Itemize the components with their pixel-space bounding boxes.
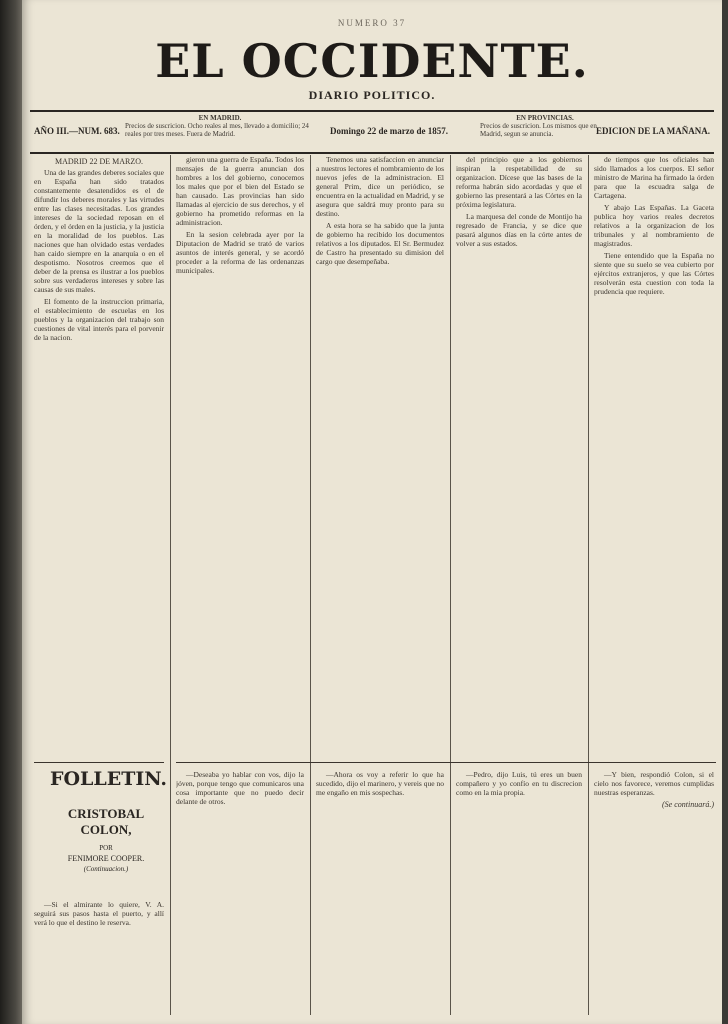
madrid-subscription xyxy=(125,114,315,138)
issue-date: Domingo 22 de marzo de 1857. xyxy=(330,126,448,136)
provinces-heading: EN PROVINCIAS. xyxy=(516,114,574,122)
issue-number: AÑO III.—NUM. 683. xyxy=(34,126,120,136)
column-rule xyxy=(588,155,589,1015)
folletin-section xyxy=(50,768,168,873)
article-paragraph: gieron una guerra de España. Todos los mensajes de la guerra anuncian dos hombres a los del gobierno, conocemos los males que por el bien del Estado se han causado. Las provincias han sido llamadas al ejercicio de sus derechos, y el gobierno ha prometido reformas en la administracion. xyxy=(176,155,304,227)
section-heading: MADRID 22 DE MARZO. xyxy=(55,157,143,166)
feuilleton-col-3 xyxy=(316,770,444,1015)
column-4 xyxy=(456,155,582,755)
feuilleton-rule xyxy=(176,762,716,763)
continued-note: (Se continuará.) xyxy=(662,800,714,809)
feuilleton-col-5 xyxy=(594,770,714,1015)
feuilleton-paragraph: —Deseaba yo hablar con vos, dijo la jóven, porque tengo que comunicaros una cosa importante que no puedo decir delante de otros. xyxy=(176,770,304,806)
article-paragraph: del principio que a los gobiernos inspiran la respetabilidad de su organizacion. Dícese que las bases de la reforma habrán sido acordadas y que el gobierno las presentará a las Córtes en la próxima legislatura. xyxy=(456,155,582,209)
article-paragraph: A esta hora se ha sabido que la junta de gobierno ha recibido los documentos relativos a los diputados. El Sr. Bermudez de Castro ha presentado su dimision del cargo que desempeñaba. xyxy=(316,221,444,266)
article-paragraph: Una de las grandes deberes sociales que en España han sido tratados constantemente desatendidos es el de difundir los deberes morales y las virtudes entre las clases necesitadas. Los grandes intereses de la sociedad reposan en el órden, y el órden en la justicia, y la justicia en la moralidad de los pueblos. Las naciones que han olvidado estas verdades han caido siempre en la anarquía o en el despotismo. Nosotros creemos que el deber de la prensa es ilustrar a los pueblos sobre sus verdaderos intereses y sobre las causas de sus males. xyxy=(34,168,164,294)
article-paragraph: Tiene entendido que la España no siente que su suelo se vea cubierto por ejércitos extranjeros, y que las Córtes resolverán esta cuestion con toda la prudencia que requiere. xyxy=(594,251,714,296)
feuilleton-paragraph: —Y bien, respondió Colon, si el cielo nos favorece, veremos cumplidas nuestras esperanzas. xyxy=(594,770,714,797)
column-2 xyxy=(176,155,304,755)
madrid-heading: EN MADRID. xyxy=(198,114,242,122)
article-paragraph: de tiempos que los oficiales han sido llamados a los cuerpos. El señor ministro de Marina ha firmado la órden para que la escuadra salga de Cartagena. xyxy=(594,155,714,200)
column-rule xyxy=(450,155,451,1015)
madrid-text: Precios de suscricion. Ocho reales al mes, llevado a domicilio; 24 reales por tres meses. Fuera de Madrid. xyxy=(125,122,309,138)
column-3 xyxy=(316,155,444,755)
feuilleton-paragraph: —Pedro, dijo Luis, tú eres un buen compañero y yo confío en tu discrecion como en la mia propia. xyxy=(456,770,582,797)
column-5 xyxy=(594,155,714,755)
folletin-text xyxy=(34,900,164,1015)
article-paragraph: Y abajo Las Españas. La Gaceta publica hoy varios reales decretos relativos a la organizacion de los tribunales y al nombramiento de magistrados. xyxy=(594,203,714,248)
article-paragraph: La marquesa del conde de Montijo ha regresado de Francia, y se dice que pasará algunos días en la córte antes de volver a sus estados. xyxy=(456,212,582,248)
edition-label: EDICION DE LA MAÑANA. xyxy=(595,126,710,136)
masthead-title: EL OCCIDENTE. xyxy=(155,34,589,88)
article-paragraph: El fomento de la instruccion primaria, el establecimiento de escuelas en los pueblos y la organizacion del trabajo son cuestiones de vital interés para el porvenir de la nacion. xyxy=(34,297,164,342)
folletin-heading: FOLLETIN. xyxy=(50,768,168,790)
folletin-by: POR xyxy=(99,844,113,852)
article-paragraph: En la sesion celebrada ayer por la Diputacion de Madrid se trató de varios asuntos de interés general, y se acordó proceder a la reforma de las ordenanzas municipales. xyxy=(176,230,304,275)
column-rule xyxy=(310,155,311,1015)
column-1 xyxy=(34,155,164,755)
feuilleton-paragraph: —Ahora os voy a referir lo que ha sucedido, dijo el marinero, y vereis que no me engaño en mis sospechas. xyxy=(316,770,444,797)
page-binding xyxy=(0,0,22,1024)
feuilleton-col-2 xyxy=(176,770,304,1015)
provinces-text: Precios de suscricion. Los mismos que en Madrid, segun se anuncia. xyxy=(480,122,597,138)
article-paragraph: Tenemos una satisfaccion en anunciar a nuestros lectores el nombramiento de los nuevos jefes de la administracion. El general Prim, dice un periódico, se encuentra en la actualidad en Madrid, y se asegura que saldrá muy pronto para su destino. xyxy=(316,155,444,218)
folletin-author: FENIMORE COOPER. xyxy=(67,854,145,863)
newspaper-page xyxy=(22,0,722,1024)
masthead-subtitle: DIARIO POLITICO. xyxy=(308,88,436,102)
issue-stamp: NUMERO 37 xyxy=(337,18,407,28)
column-rule xyxy=(170,155,171,1015)
feuilleton-col-4 xyxy=(456,770,582,1015)
info-bar xyxy=(30,110,714,154)
folletin-rule xyxy=(34,762,164,763)
folletin-title: CRISTOBAL COLON, xyxy=(67,806,145,837)
folletin-paragraph: —Si el almirante lo quiere, V. A. seguirá sus pasos hasta el puerto, y allí verá lo que el destino le reserva. xyxy=(34,900,164,927)
provinces-subscription xyxy=(480,114,610,138)
folletin-continuation: (Continuacion.) xyxy=(83,865,129,873)
